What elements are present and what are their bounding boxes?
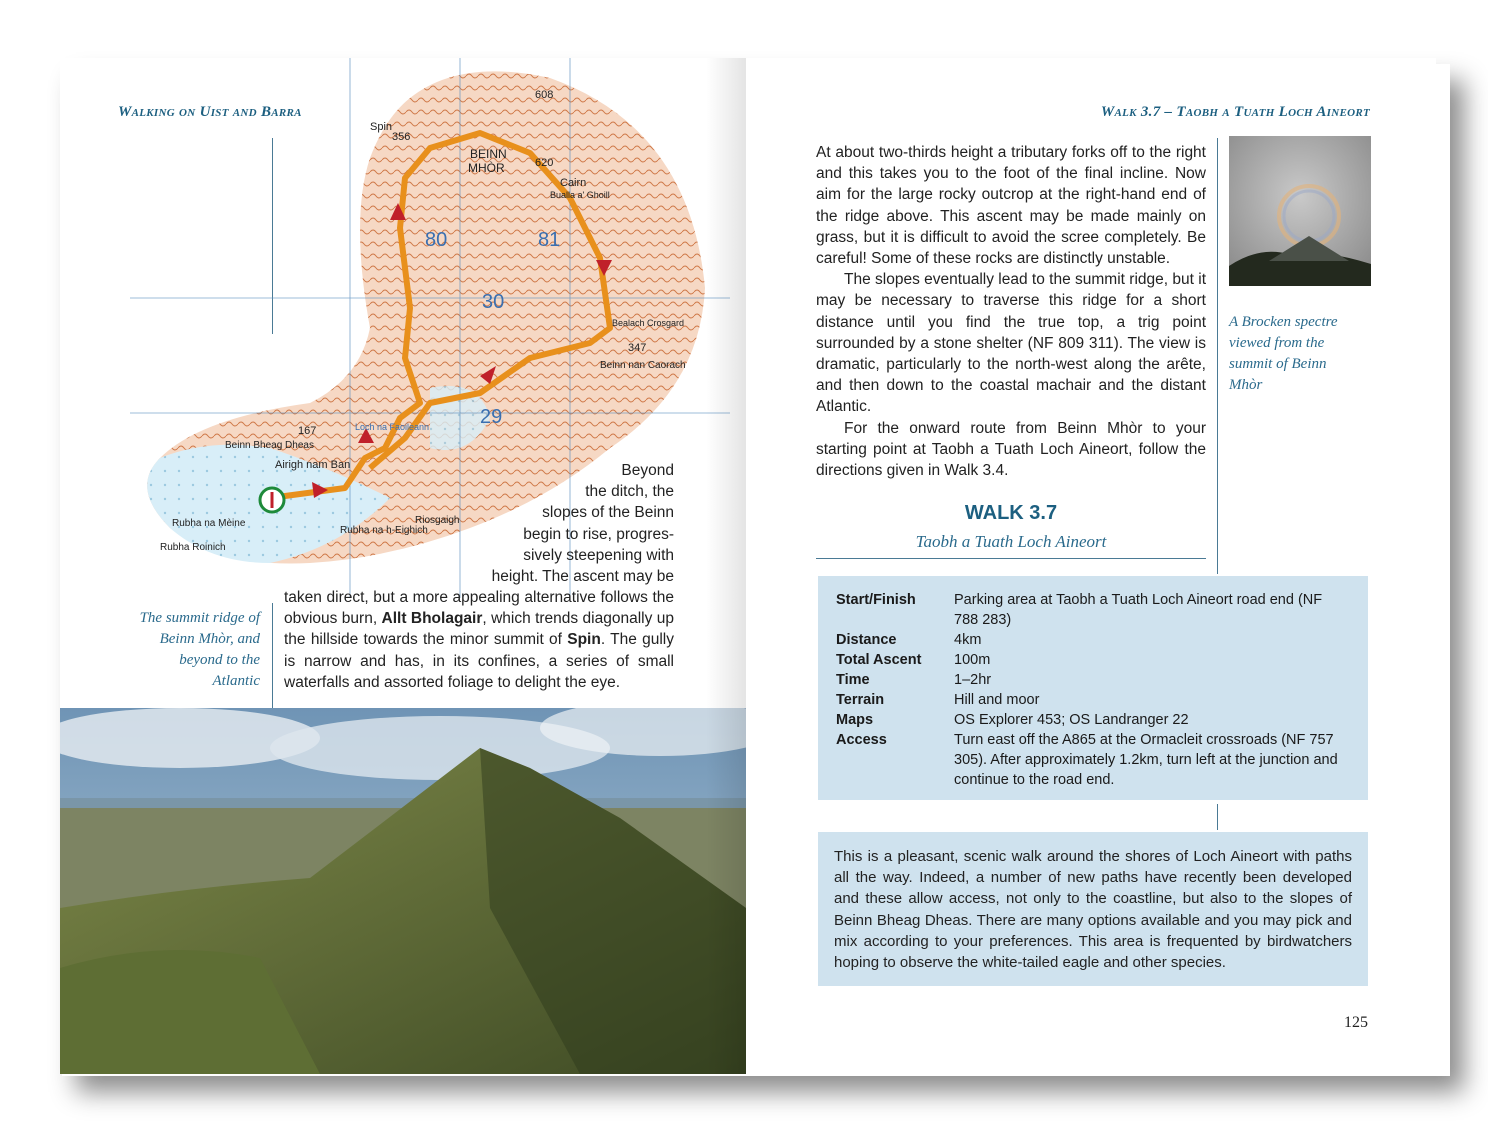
info-row-start-finish: Start/Finish Parking area at Taobh a Tuath Loch Aineort road end (NF 788 283) xyxy=(836,592,1323,628)
right-page xyxy=(746,58,1436,1074)
map-label: Cairn xyxy=(560,177,587,189)
info-rows xyxy=(818,576,1368,804)
summit-name: Spin xyxy=(567,631,601,649)
map-label: 620 xyxy=(535,157,554,169)
map-grid-label: 81 xyxy=(538,229,561,251)
walk-intro-box xyxy=(818,832,1368,986)
page-number: 125 xyxy=(1344,1014,1368,1031)
map-label: MHÒR xyxy=(468,161,505,175)
info-row-distance: Distance 4km xyxy=(836,632,982,648)
map-label: 356 xyxy=(392,131,411,143)
info-row-time: Time 1–2hr xyxy=(836,672,992,688)
map-label: Bealach Crosgard xyxy=(612,318,685,328)
map-label: Rubha Roinich xyxy=(160,542,226,553)
walk-header xyxy=(816,502,1206,552)
map-label: Spin xyxy=(370,121,393,133)
map-label: 167 xyxy=(298,425,317,437)
walk-intro: This is a pleasant, scenic walk around the shores of Loch Aineort with paths all the way. Indeed, a number of new paths have recently been developed and these allow access, not only to the coastline, but also to the slopes of Beinn Bheag Dheas. There are many options available and you may pick and mix according to your preferences. This area is frequented by birdwatchers hoping to observe the white-tailed eagle and other species. xyxy=(834,848,1352,972)
ridge-photo xyxy=(60,708,746,1074)
map-label: Bualla a' Ghoill xyxy=(550,190,610,200)
map-label: Loch na Faoileann xyxy=(355,422,430,432)
text-line: the ditch, the xyxy=(585,483,674,501)
text-line: slopes of the Beinn xyxy=(542,504,674,522)
map-grid-label: 30 xyxy=(482,291,505,313)
walk-title: WALK 3.7 xyxy=(964,502,1058,524)
map-label: Rubha na Mèine xyxy=(172,518,246,529)
walk-subtitle: Taobh a Tuath Loch Aineort xyxy=(915,532,1107,551)
info-row-access: Access Turn east off the A865 at the Ormacleit crossroads (NF 757 305). After approximately 1.2km, turn left at the junction and continue to the road end. xyxy=(836,732,1338,788)
left-photo-caption: The summit ridge of Beinn Mhòr, and beyond to the Atlantic xyxy=(139,610,260,689)
map-label: Airigh nam Ban xyxy=(275,459,351,471)
burn-name: Allt Bholagair xyxy=(381,610,483,628)
right-body xyxy=(816,142,1206,481)
walk-header-rule xyxy=(816,558,1206,559)
map-grid-label: 80 xyxy=(425,229,448,251)
text-line: begin to rise, progres- xyxy=(523,525,674,543)
brocken-spectre-photo xyxy=(1229,136,1371,286)
map-label: Beinn nan Caorach xyxy=(600,360,686,371)
right-photo-caption: A Brocken spectre viewed from the summit of Beinn Mhòr xyxy=(1229,314,1338,393)
text-line: height. The ascent may be xyxy=(491,568,674,586)
left-paragraph: taken direct, but a more appealing alternative follows the obvious burn, Allt Bholagair, which trends diagonally up the hillside towards the minor summit of Spin. The gully is narrow and has, in its confines, a series of small waterfalls and assorted foliage to delight the eye. xyxy=(284,589,674,691)
right-margin-rule xyxy=(1217,138,1218,574)
map-label: Riosgaigh xyxy=(415,515,460,526)
info-row-total-ascent: Total Ascent 100m xyxy=(836,652,991,668)
left-running-head: Walking on Uist and Barra xyxy=(118,104,302,120)
text-line: Beyond xyxy=(621,462,674,479)
map-grid-label: 29 xyxy=(480,406,503,428)
left-page xyxy=(60,58,746,1074)
map-label: 608 xyxy=(535,89,554,101)
paragraph-3: For the onward route from Beinn Mhòr to your starting point at Taobh a Tuath Loch Aineort, follow the directions given in Walk 3.4. xyxy=(816,419,1206,480)
map-label: 347 xyxy=(628,342,647,354)
left-margin-rule-lower xyxy=(272,603,273,708)
info-row-terrain: Terrain Hill and moor xyxy=(836,692,1040,708)
walk-info-box xyxy=(818,576,1368,800)
right-running-head: Walk 3.7 – Taobh a Tuath Loch Aineort xyxy=(1100,104,1370,120)
text-wrap-lines xyxy=(444,460,674,587)
map-label: BEINN xyxy=(470,147,507,161)
map-label: Beinn Bheag Dheas xyxy=(225,440,314,451)
right-margin-rule-lower xyxy=(1217,804,1218,830)
info-row-maps: Maps OS Explorer 453; OS Landranger 22 xyxy=(836,712,1189,728)
map-label: Rubha na h-Eighich xyxy=(340,525,428,536)
paragraph-1: At about two-thirds height a tributary forks off to the right and this takes you to the foot of the final incline. Now aim for the large rocky outcrop at the right-hand end of the ridge above. This ascent may be made mainly on grass, but it is difficult to avoid the scree completely. Be careful! Some of these rocks are distinctly unstable. xyxy=(816,144,1206,268)
text-line: sively steepening with xyxy=(523,546,674,564)
paragraph-2: The slopes eventually lead to the summit ridge, but it may be necessary to traverse this ridge for a short distance until you find the true top, a trig point surrounded by a stone shelter (NF 809 311). The view is dramatic, particularly to the north-west along the arête, and then down to the coastal machair and the distant Atlantic. xyxy=(816,271,1206,416)
